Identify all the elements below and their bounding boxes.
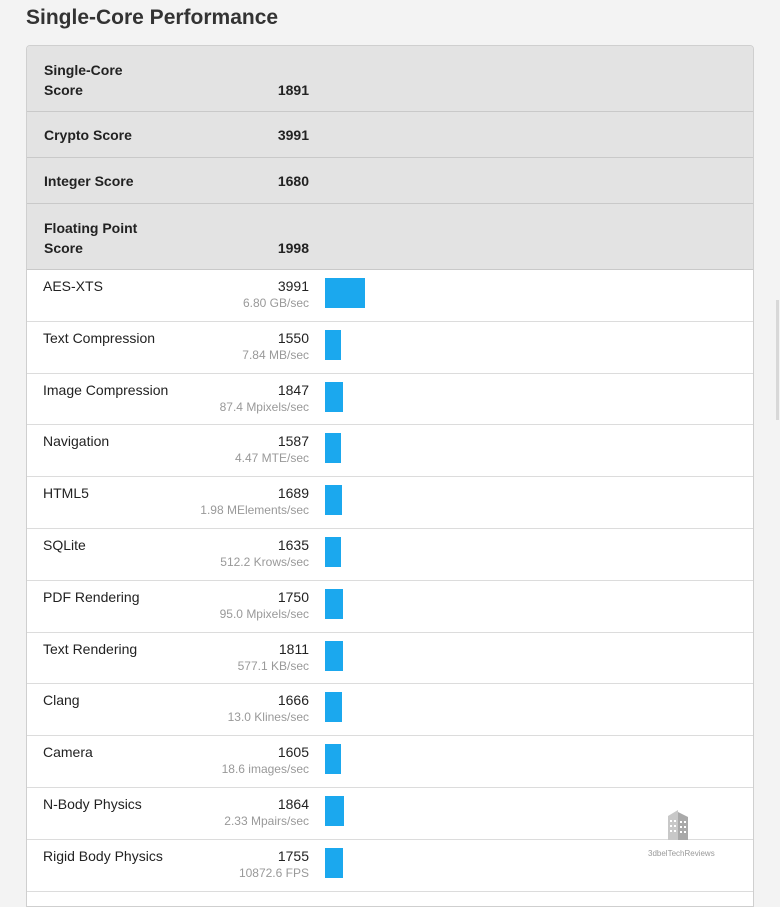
summary-value: 3991 xyxy=(277,127,309,143)
summary-row-floating-point xyxy=(27,204,753,270)
building-logo-icon xyxy=(665,808,691,842)
workload-bar xyxy=(325,848,343,878)
workload-name: N-Body Physics xyxy=(43,795,142,812)
watermark-text: 3dbelTechReviews xyxy=(648,849,715,858)
workload-list xyxy=(27,270,753,892)
workload-name: HTML5 xyxy=(43,485,89,502)
workload-score: 1755 xyxy=(277,847,309,864)
workload-bar xyxy=(325,744,341,774)
watermark xyxy=(648,808,715,858)
workload-score: 1605 xyxy=(277,744,309,761)
workload-bar xyxy=(325,330,341,360)
workload-name: SQLite xyxy=(43,536,86,553)
workload-rate: 87.4 Mpixels/sec xyxy=(219,399,309,414)
workload-score: 1847 xyxy=(277,381,309,398)
scrollbar-edge xyxy=(776,300,779,420)
workload-row xyxy=(27,684,753,736)
summary-value: 1680 xyxy=(277,173,309,189)
workload-name: Image Compression xyxy=(43,381,169,398)
workload-bar xyxy=(325,278,365,308)
summary-label: Single-Core Score xyxy=(44,62,123,98)
workload-row xyxy=(27,529,753,581)
workload-name: AES-XTS xyxy=(43,278,103,294)
workload-name: Text Rendering xyxy=(43,640,138,657)
workload-score: 1750 xyxy=(277,588,309,605)
workload-score: 1550 xyxy=(277,329,309,346)
summary-label: Floating Point Score xyxy=(44,220,138,256)
workload-row xyxy=(27,374,753,426)
workload-row xyxy=(27,633,753,685)
workload-score: 1689 xyxy=(277,485,309,502)
summary-row-single-core xyxy=(27,46,753,112)
workload-bar xyxy=(325,433,341,463)
workload-name: PDF Rendering xyxy=(43,588,140,605)
workload-score: 3991 xyxy=(277,278,309,294)
workload-rate: 6.80 GB/sec xyxy=(242,296,309,310)
workload-bar xyxy=(325,485,342,515)
workload-rate: 577.1 KB/sec xyxy=(237,658,309,673)
workload-bar xyxy=(325,641,343,671)
workload-row xyxy=(27,788,753,840)
results-panel xyxy=(26,45,754,907)
workload-bar xyxy=(325,537,341,567)
workload-rate: 13.0 Klines/sec xyxy=(227,710,309,725)
workload-bar xyxy=(325,796,344,826)
workload-bar xyxy=(325,382,343,412)
workload-score: 1666 xyxy=(277,692,309,709)
workload-score: 1864 xyxy=(277,795,309,812)
summary-value: 1891 xyxy=(277,82,309,98)
workload-score: 1587 xyxy=(277,433,309,450)
workload-row xyxy=(27,581,753,633)
workload-score: 1635 xyxy=(277,536,309,553)
workload-score: 1811 xyxy=(278,640,309,657)
workload-name: Clang xyxy=(43,692,80,709)
workload-rate: 512.2 Krows/sec xyxy=(220,554,309,569)
summary-label: Crypto Score xyxy=(44,127,132,143)
workload-rate: 2.33 Mpairs/sec xyxy=(224,813,309,828)
workload-rate: 7.84 MB/sec xyxy=(242,347,309,362)
workload-name: Rigid Body Physics xyxy=(43,847,163,864)
workload-rate: 4.47 MTE/sec xyxy=(234,451,309,466)
workload-rate: 10872.6 FPS xyxy=(238,865,309,880)
workload-rate: 18.6 images/sec xyxy=(221,762,309,777)
workload-bar xyxy=(325,692,342,722)
workload-row xyxy=(27,840,753,892)
summary-row-crypto xyxy=(27,112,753,158)
workload-row xyxy=(27,425,753,477)
summary-label: Integer Score xyxy=(44,173,134,189)
workload-rate: 95.0 Mpixels/sec xyxy=(219,606,309,621)
page-title: Single-Core Performance xyxy=(26,6,279,29)
summary-value: 1998 xyxy=(277,240,309,256)
workload-row xyxy=(27,270,753,322)
workload-row xyxy=(27,477,753,529)
workload-rate: 1.98 MElements/sec xyxy=(200,503,309,518)
workload-row xyxy=(27,322,753,374)
workload-name: Navigation xyxy=(43,433,110,450)
summary-row-integer xyxy=(27,158,753,204)
workload-bar xyxy=(325,589,343,619)
workload-row xyxy=(27,736,753,788)
workload-name: Text Compression xyxy=(43,329,156,346)
workload-name: Camera xyxy=(43,744,93,761)
